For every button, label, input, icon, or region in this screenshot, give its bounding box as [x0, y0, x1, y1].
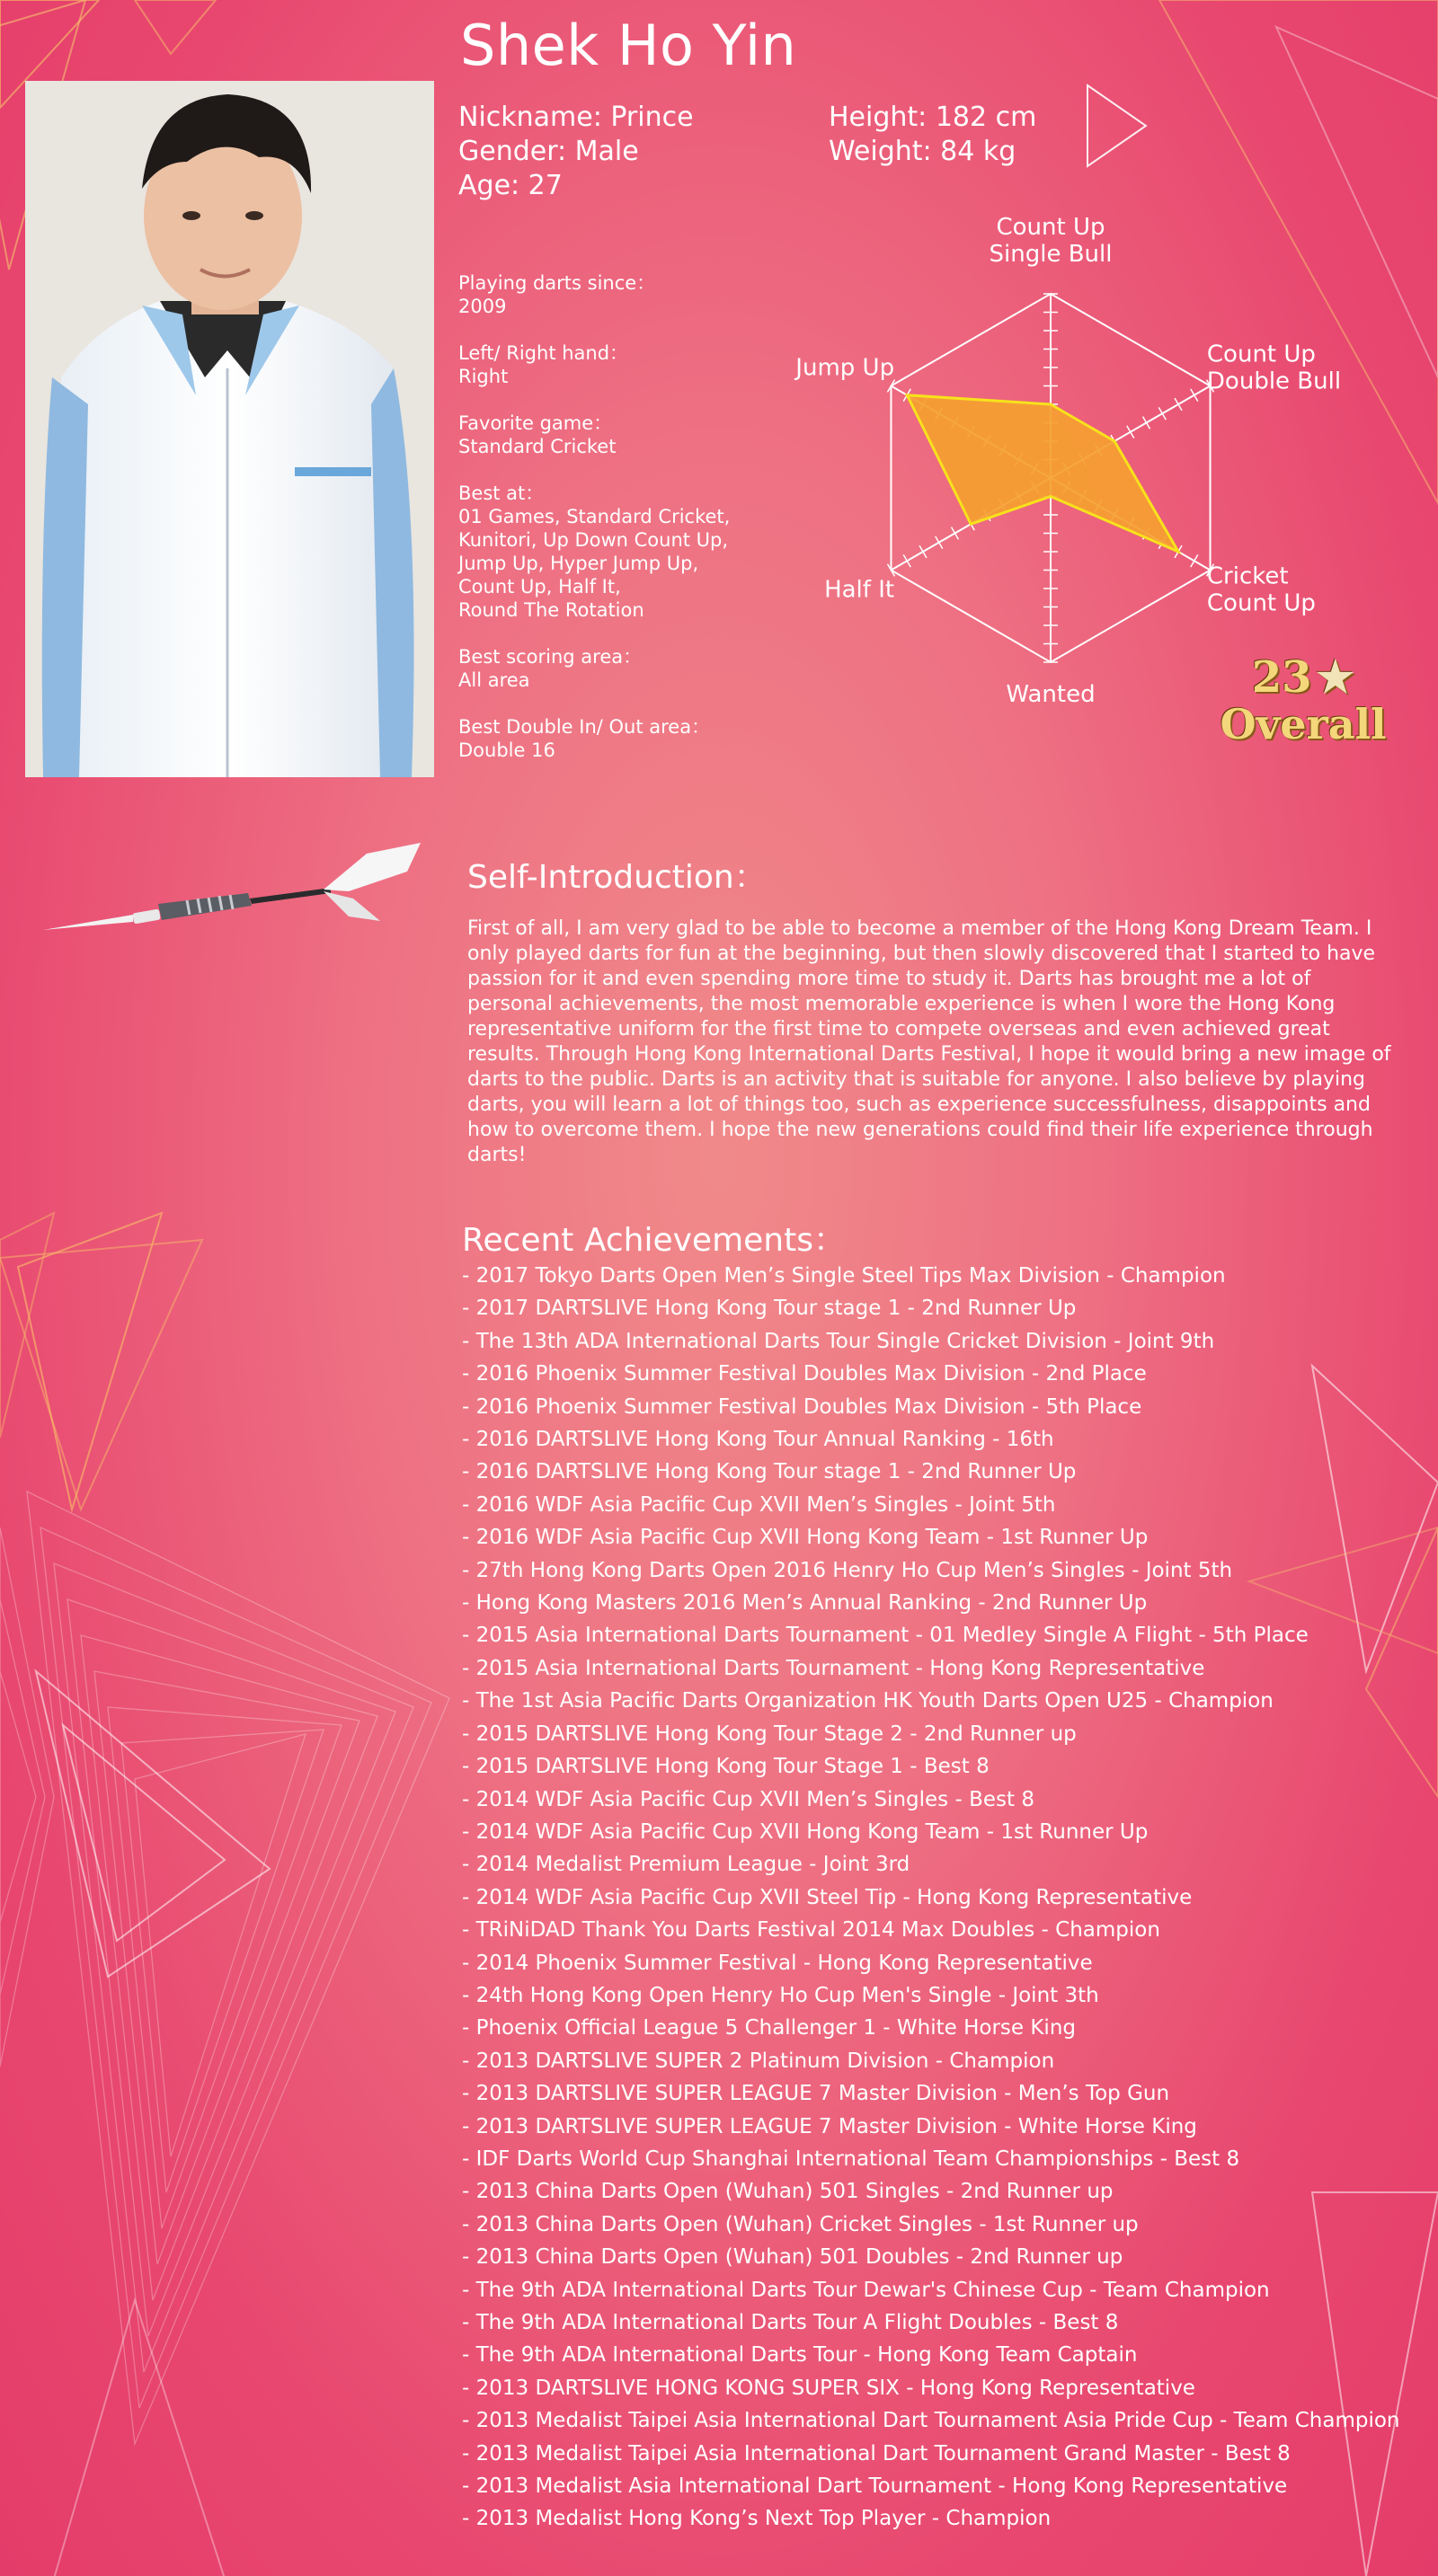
- achievement-item: - The 9th ADA International Darts Tour - Hong Kong Team Captain: [462, 2343, 1138, 2368]
- radar-tick: [951, 527, 958, 540]
- fact-value: Right: [458, 366, 509, 387]
- achievement-item: - 2016 DARTSLIVE Hong Kong Tour stage 1 - 2nd Runner Up: [462, 1460, 1077, 1484]
- achievement-item: - 2015 Asia International Darts Tournament - 01 Medley Single A Flight - 5th Place: [462, 1624, 1309, 1648]
- achievement-item: - 2016 WDF Asia Pacific Cup XVII Men’s Singles - Joint 5th: [462, 1492, 1056, 1517]
- radar-tick: [1191, 554, 1198, 567]
- fact-value: Double 16: [458, 739, 555, 761]
- achievement-item: - The 9th ADA International Darts Tour A Flight Doubles - Best 8: [462, 2311, 1119, 2334]
- achievement-item: - 2015 DARTSLIVE Hong Kong Tour Stage 1 - Best 8: [462, 1755, 990, 1779]
- radar-tick: [1158, 407, 1166, 420]
- radar-tick: [1175, 398, 1182, 411]
- nickname: Nickname: Prince: [458, 102, 694, 133]
- achievement-item: - 2013 China Darts Open (Wuhan) 501 Doubles - 2nd Runner up: [462, 2245, 1123, 2270]
- player-photo: [25, 81, 434, 777]
- achievement-item: - 2013 DARTSLIVE SUPER LEAGUE 7 Master Division - White Horse King: [462, 2114, 1197, 2138]
- fact-label: Best Double In/ Out area：: [458, 716, 711, 738]
- radar-tick: [1127, 426, 1134, 438]
- achievement-item: - 2015 DARTSLIVE Hong Kong Tour Stage 2 - 2nd Runner up: [462, 1722, 1077, 1746]
- radar-axis-label: [990, 214, 1113, 268]
- age: Age: 27: [458, 170, 563, 201]
- fact-playing-since: [458, 271, 764, 318]
- achievement-item: - IDF Darts World Cup Shanghai International Team Championships - Best 8: [462, 2147, 1240, 2171]
- fact-scoring-area: [458, 645, 764, 692]
- radar-axis-label-line: Single Bull: [989, 241, 1113, 268]
- achievement-item: - 2013 China Darts Open (Wuhan) Cricket Singles - 1st Runner up: [462, 2212, 1139, 2236]
- radar-axis-label-line: Count Up: [1206, 589, 1316, 617]
- fact-value: Kunitori, Up Down Count Up,: [458, 529, 729, 551]
- achievement-item: - 2016 DARTSLIVE Hong Kong Tour Annual Ranking - 16th: [462, 1428, 1054, 1452]
- achievement-item: - 2016 WDF Asia Pacific Cup XVII Hong Kong Team - 1st Runner Up: [462, 1526, 1149, 1550]
- weight: Weight: 84 kg: [829, 136, 1016, 167]
- fact-label: Playing darts since：: [458, 272, 656, 294]
- height: Height: 182 cm: [829, 102, 1037, 133]
- basic-info-left: [458, 101, 694, 203]
- achievement-item: - 2014 Medalist Premium League - Joint 3rd: [462, 1853, 910, 1877]
- rating-label: Overall: [1220, 700, 1387, 748]
- fact-label: Best scoring area：: [458, 646, 643, 668]
- radar-axis-label-line: Count Up: [1206, 341, 1316, 368]
- basic-info-right: [829, 101, 1036, 169]
- radar-axis-label: [1006, 681, 1095, 708]
- fact-double-area: [458, 715, 764, 762]
- fact-hand: [458, 341, 764, 388]
- fact-value: Count Up, Half It,: [458, 576, 621, 598]
- achievement-item: - 2014 WDF Asia Pacific Cup XVII Steel Tip - Hong Kong Representative: [462, 1885, 1193, 1909]
- radar-axis-label: [794, 355, 894, 382]
- fact-favorite-game: [458, 412, 764, 458]
- achievement-item: - 2013 Medalist Taipei Asia International Dart Tournament Grand Master - Best 8: [462, 2441, 1291, 2465]
- radar-data-polygon: [907, 395, 1178, 552]
- player-name: Shek Ho Yin: [460, 13, 797, 78]
- dart-icon: [43, 836, 430, 943]
- fact-value: 01 Games, Standard Cricket,: [458, 506, 731, 527]
- achievement-item: - 2013 Medalist Asia International Dart Tournament - Hong Kong Representative: [462, 2474, 1288, 2499]
- radar-axis-label-line: Wanted: [1006, 681, 1096, 708]
- achievement-item: - 2013 DARTSLIVE HONG KONG SUPER SIX - Hong Kong Representative: [462, 2376, 1195, 2400]
- achievement-item: - Hong Kong Masters 2016 Men’s Annual Ranking - 2nd Runner Up: [462, 1591, 1148, 1616]
- fact-value: All area: [458, 669, 530, 691]
- fact-best-at: [458, 482, 764, 622]
- fact-label: Left/ Right hand：: [458, 342, 629, 364]
- overall-rating: [1218, 654, 1389, 748]
- achievement-item: - 2017 DARTSLIVE Hong Kong Tour stage 1 - 2nd Runner Up: [462, 1297, 1077, 1321]
- radar-axis-label-line: Double Bull: [1206, 367, 1342, 395]
- achievement-item: - 27th Hong Kong Darts Open 2016 Henry Ho Cup Men’s Singles - Joint 5th: [462, 1558, 1233, 1582]
- achievement-item: - 2014 Phoenix Summer Festival - Hong Kong Representative: [462, 1951, 1093, 1975]
- achievement-item: - 2013 China Darts Open (Wuhan) 501 Singles - 2nd Runner up: [462, 2180, 1114, 2204]
- achievement-item: - 2015 Asia International Darts Tournament - Hong Kong Representative: [462, 1656, 1205, 1680]
- fact-value: Round The Rotation: [458, 599, 644, 621]
- gender: Gender: Male: [458, 136, 639, 167]
- achievement-item: - 2014 WDF Asia Pacific Cup XVII Men’s Singles - Best 8: [462, 1787, 1034, 1811]
- achievement-item: - The 1st Asia Pacific Darts Organization HK Youth Darts Open U25 - Champion: [462, 1689, 1274, 1713]
- achievement-item: - 2013 Medalist Hong Kong’s Next Top Player - Champion: [462, 2507, 1052, 2531]
- radar-axis-label: [824, 577, 894, 604]
- radar-axis-label: [1207, 341, 1341, 395]
- fact-value: 2009: [458, 296, 507, 317]
- achievement-item: - 24th Hong Kong Open Henry Ho Cup Men's Single - Joint 3th: [462, 1983, 1099, 2007]
- fact-label: Best at：: [458, 482, 545, 504]
- intro-text: First of all, I am very glad to be able to become a member of the Hong Kong Dream Team. I only played darts for fun at the beginning, but then slowly discovered that I started to have passion for it and even spending more time to study it. Darts has brought me a lot of personal achievements, the most memorable experience is when I wore the Hong Kong representative uniform for the first time to compete overseas and even achieved great results. Through Hong Kong International Darts Festival, I hope it would bring a new image of darts to the public. Darts is an activity that is suitable for anyone. I also believe by playing darts, you will learn a lot of things too, such as experience successfulness, disappoints and how to overcome them. I hope the new generations could find their life experience through darts!: [467, 917, 1391, 1166]
- star-icon: ★: [1316, 652, 1355, 703]
- achievement-item: - 2013 Medalist Taipei Asia International Dart Tournament Asia Pride Cup - Team Champion: [462, 2409, 1400, 2433]
- achievement-item: - Phoenix Official League 5 Challenger 1 - White Horse King: [462, 2016, 1076, 2040]
- radar-tick: [919, 545, 927, 558]
- intro-title: Self-Introduction：: [467, 859, 767, 896]
- radar-axis-label: [1207, 563, 1316, 617]
- radar-tick: [903, 554, 910, 567]
- achievement-item: - 2016 Phoenix Summer Festival Doubles Max Division - 5th Place: [462, 1394, 1142, 1419]
- achievement-item: - 2013 DARTSLIVE SUPER 2 Platinum Division - Champion: [462, 2049, 1055, 2073]
- achievement-item: - The 13th ADA International Darts Tour Single Cricket Division - Joint 9th: [462, 1329, 1215, 1353]
- radar-tick: [936, 536, 943, 549]
- fact-value: Jump Up, Hyper Jump Up,: [458, 553, 699, 574]
- radar-tick: [1143, 417, 1150, 429]
- rating-value: 23: [1251, 652, 1312, 703]
- radar-axis-label-line: Cricket: [1206, 562, 1289, 590]
- achievement-item: - 2017 Tokyo Darts Open Men’s Single Steel Tips Max Division - Champion: [462, 1264, 1226, 1288]
- radar-axis-label-line: Count Up: [996, 214, 1105, 241]
- achievements-list: [462, 1260, 1433, 2536]
- radar-axis-label-line: Half It: [824, 576, 895, 604]
- radar-tick: [1191, 389, 1198, 402]
- fact-value: Standard Cricket: [458, 436, 617, 457]
- achievement-item: - 2016 Phoenix Summer Festival Doubles Max Division - 2nd Place: [462, 1362, 1147, 1386]
- achievement-item: - TRiNiDAD Thank You Darts Festival 2014 Max Doubles - Champion: [462, 1918, 1160, 1943]
- achievement-item: - 2014 WDF Asia Pacific Cup XVII Hong Kong Team - 1st Runner Up: [462, 1819, 1149, 1844]
- achievement-item: - The 9th ADA International Darts Tour Dewar's Chinese Cup - Team Champion: [462, 2278, 1270, 2302]
- achievement-item: - 2013 DARTSLIVE SUPER LEAGUE 7 Master Division - Men’s Top Gun: [462, 2082, 1170, 2106]
- radar-axis-label-line: Jump Up: [795, 354, 895, 382]
- player-facts: [458, 271, 764, 785]
- fact-label: Favorite game：: [458, 412, 613, 434]
- achievements-title: Recent Achievements：: [462, 1222, 846, 1259]
